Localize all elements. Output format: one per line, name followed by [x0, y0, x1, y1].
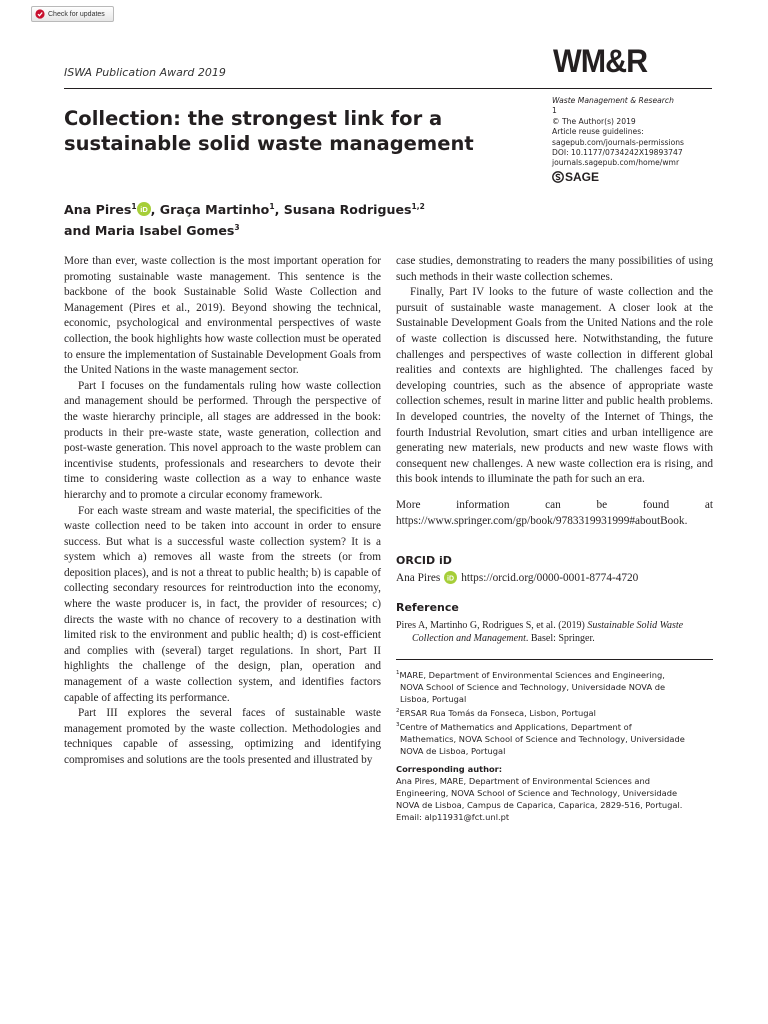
affil-sup: 2	[396, 708, 400, 715]
sage-icon	[552, 171, 564, 183]
affil-sup: 3	[396, 721, 400, 728]
reuse-link[interactable]: sagepub.com/journals-permissions	[552, 137, 685, 147]
reuse-label: Article reuse guidelines:	[552, 127, 644, 137]
affiliation-text: Centre of Mathematics and Applications, Department of	[399, 721, 632, 732]
award-label: ISWA Publication Award 2019	[64, 66, 226, 79]
title-line-2: sustainable solid waste management	[64, 132, 474, 155]
affil-sup: 1	[396, 670, 400, 676]
reference-title: Collection and Management	[412, 632, 526, 644]
sage-label: SAGE	[565, 170, 600, 184]
orcid-icon[interactable]	[444, 571, 457, 584]
more-info-link[interactable]: More information can be found at https://www.springer.com/gp/book/9783319931999#aboutBook.	[396, 498, 713, 527]
orcid-icon[interactable]	[137, 202, 151, 216]
doi[interactable]: DOI: 10.1177/0734242X19893747	[552, 148, 683, 158]
author-list	[64, 198, 534, 240]
body-column-right	[396, 254, 713, 529]
reference-heading: Reference	[396, 601, 459, 614]
paragraph: For each waste stream and waste material, the specificities of the waste collection need to be taken into account in order to ensure success. But what is a successful waste collection system? It is a system which a) removes all waste from the streets (or from deposition places), and is not a threat to public health; b) is capable of collecting secondary resources for reintroduction into the economy, where the waste producer is, in fact, the provider of resources; c) directs the waste with no chance of recovery to a destination with limited risk to the environment and public health; d) is cost-efficient and complies with (several) target regulations. In short, Part II highlights the challenge of the design, plan, operation and management of a waste collection system, and identifies factors capable of affecting its performance.	[64, 504, 381, 704]
author-name[interactable]: , Susana Rodrigues	[274, 202, 412, 218]
journal-logo: WM&R	[553, 43, 648, 79]
article-title	[64, 106, 534, 156]
reference-publisher: . Basel: Springer.	[525, 632, 595, 644]
svg-text:iD: iD	[447, 575, 455, 583]
affiliation-text: NOVA School of Science and Technology, Universidade NOVA de	[400, 681, 666, 692]
author-name[interactable]: and Maria Isabel Gomes	[64, 223, 235, 239]
corresponding-text: NOVA de Lisboa, Campus de Caparica, Caparica, 2829-516, Portugal.	[396, 800, 683, 811]
affiliation-text: NOVA de Lisboa, Portugal	[400, 745, 506, 756]
reference-authors: Pires A, Martinho G, Rodrigues S, et al. (2019)	[396, 620, 588, 631]
corresponding-email[interactable]: Email: alp11931@fct.unl.pt	[396, 812, 510, 823]
affil-sup: 3	[234, 223, 240, 233]
copyright: © The Author(s) 2019	[552, 116, 636, 126]
body-column-left	[64, 254, 381, 769]
author-name[interactable]: , Graça Martinho	[150, 202, 270, 218]
corresponding-text: Ana Pires, MARE, Department of Environmental Sciences and	[396, 776, 651, 787]
affiliation-text: Lisboa, Portugal	[400, 693, 467, 704]
orcid-heading: ORCID iD	[396, 554, 452, 567]
crossmark-icon	[35, 9, 45, 19]
affil-sup: 1,2	[411, 202, 425, 211]
paragraph: Part I focuses on the fundamentals ruling how waste collection and management should be performed. Through the perspective of the waste hierarchy principle, all stages are addressed in the book: products in their pre-waste state, waste generation, collection and post-waste generation. This novel approach to the waste problem can incentivise students, professionals and researchers to devote their time to considering waste collection as a way to enhance waste hierarchy and to promote a circular economy framework.	[64, 379, 381, 501]
corresponding-heading: Corresponding author:	[396, 764, 503, 774]
journal-info	[552, 96, 722, 169]
orcid-entry	[396, 571, 638, 584]
paragraph: Finally, Part IV looks to the future of waste collection and the pursuit of sustainable waste management. A closer look at the Sustainable Development Goals from the United Nations and the role of waste collection is discussed here. Notwithstanding, the future challenges and perspectives of waste collection in different global realities and contexts are highlighted. The challenges faced by developing countries, such as the absence of appropriate waste collection schemes, result in marine litter and public health problems. In developed countries, the novelty of the Internet of Things, the fourth Industrial Revolution, smart cities and urban intelligence are generating new materials, new products and new waste flows with consequent new challenges. A new waste collection era is rising, and this book intends to illuminate the path for such an era.	[396, 286, 713, 486]
corresponding-author	[396, 763, 716, 823]
orcid-author: Ana Pires	[396, 571, 441, 584]
footnote-divider	[396, 659, 713, 660]
volume: 1	[552, 106, 557, 116]
journal-link[interactable]: journals.sagepub.com/home/wmr	[552, 158, 680, 168]
check-for-updates-button[interactable]	[31, 6, 114, 22]
paragraph: More than ever, waste collection is the most important operation for promoting sustainable waste management. This sentence is the backbone of the book Sustainable Solid Waste Collection and Management (Pires et al., 2019). Beyond showing the technical, economic, psychological and environmental perspectives of waste collection, the book highlights how waste collection must be operated to ensure the implementation of Sustainable Development Goals from the United Nations in the waste management sector.	[64, 255, 381, 377]
affil-sup: 1	[269, 202, 275, 211]
svg-text:iD: iD	[139, 205, 148, 215]
journal-name: Waste Management & Research	[552, 96, 674, 105]
check-for-updates-label: Check for updates	[48, 10, 105, 18]
reference-title: Sustainable Solid Waste	[587, 620, 684, 631]
affiliation-text: Mathematics, NOVA School of Science and Technology, Universidade	[400, 733, 685, 744]
affiliation-text: MARE, Department of Environmental Sciences and Engineering,	[399, 669, 665, 680]
paragraph: case studies, demonstrating to readers the many possibilities of using such methods in their waste collection schemes.	[396, 255, 713, 283]
affiliations	[396, 667, 716, 757]
reference-entry	[396, 620, 713, 646]
corresponding-text: Engineering, NOVA School of Science and Technology, Universidade	[396, 788, 678, 799]
sage-logo	[552, 170, 599, 184]
affil-sup: 1	[131, 202, 137, 211]
title-line-1: Collection: the strongest link for a	[64, 107, 443, 130]
orcid-link[interactable]: https://orcid.org/0000-0001-8774-4720	[461, 571, 639, 584]
affiliation-text: ERSAR Rua Tomás da Fonseca, Lisbon, Portugal	[399, 707, 596, 718]
paragraph: Part III explores the several faces of sustainable waste management promoted by the waste collection. Methodologies and techniques capable of assessing, optimizing and identifying compromises and solutions are the tools presented and illustrated by	[64, 707, 381, 766]
header-divider	[64, 88, 712, 89]
author-name[interactable]: Ana Pires	[64, 202, 132, 218]
